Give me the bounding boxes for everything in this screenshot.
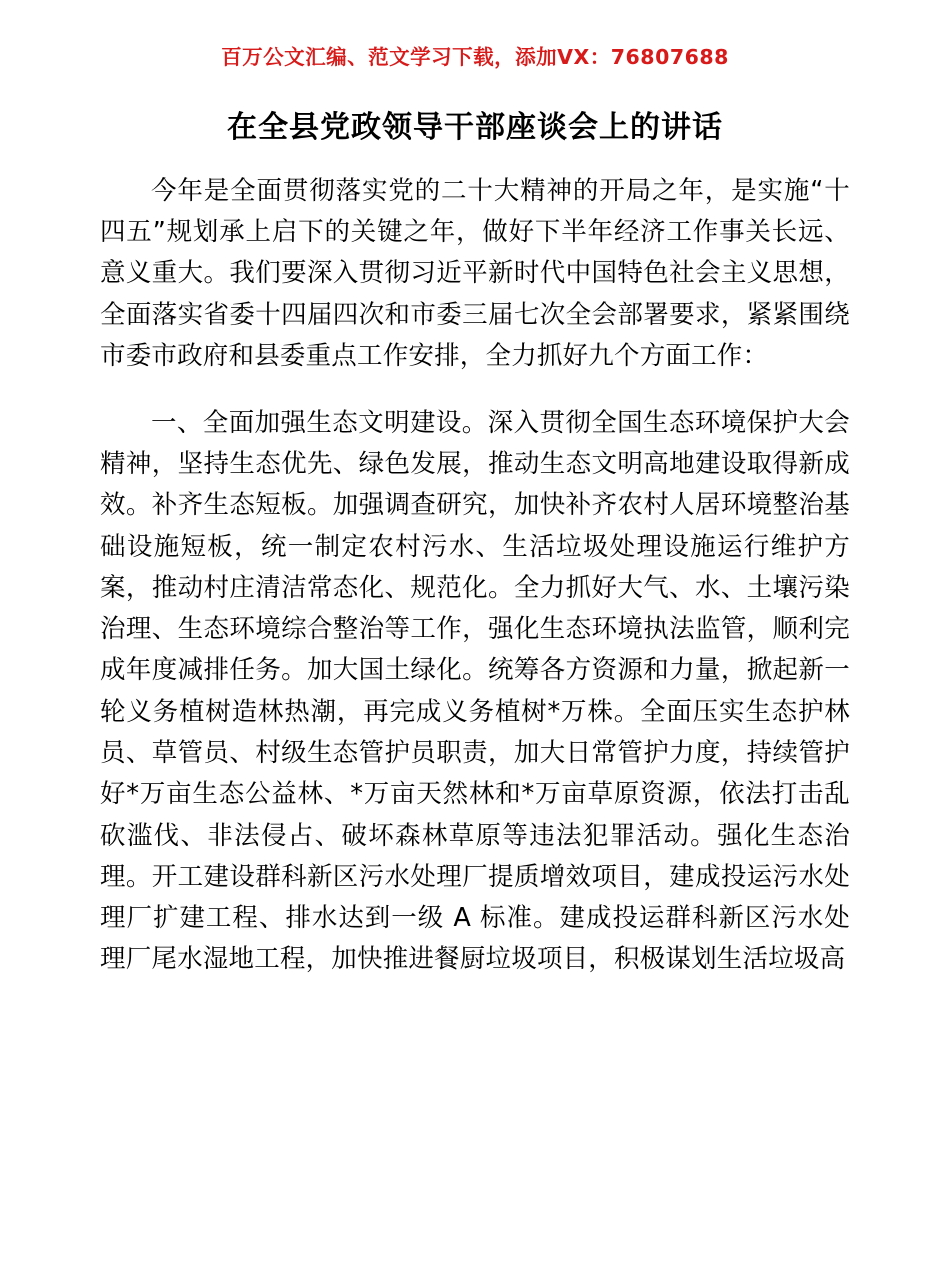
page-title: 在全县党政领导干部座谈会上的讲话 <box>227 109 723 145</box>
document-page <box>0 44 950 1274</box>
paragraph-section-one: 一、全面加强生态文明建设。深入贯彻全国生态环境保护大会精神，坚持生态优先、绿色发展，推动生态文明高地建设取得新成效。补齐生态短板。加强调查研究，加快补齐农村人居环境整治基础设施短板，统一制定农村污水、生活垃圾处理设施运行维护方案，推动村庄清洁常态化、规范化。全力抓好大气、水、土壤污染治理、生态环境综合整治等工作，强化生态环境执法监管，顺利完成年度减排任务。加大国土绿化。统筹各方资源和力量，掀起新一轮义务植树造林热潮，再完成义务植树*万株。全面压实生态护林员、草管员、村级生态管护员职责，加大日常管护力度，持续管护好*万亩生态公益林、*万亩天然林和*万亩草原资源，依法打击乱砍滥伐、非法侵占、破坏森林草原等违法犯罪活动。强化生态治理。开工建设群科新区污水处理厂提质增效项目，建成投运污水处理厂扩建工程、排水达到一级 A 标准。建成投运群科新区污水处理厂尾水湿地工程，加快推进餐厨垃圾项目，积极谋划生活垃圾高 <box>100 407 850 975</box>
paragraph-intro: 今年是全面贯彻落实党的二十大精神的开局之年，是实施“十四五”规划承上启下的关键之年，做好下半年经济工作事关长远、意义重大。我们要深入贯彻习近平新时代中国特色社会主义思想，全面落实省委十四届四次和市委三届七次全会部署要求，紧紧围绕市委市政府和县委重点工作安排，全力抓好九个方面工作： <box>100 175 850 371</box>
watermark-banner: 百万公文汇编、范文学习下载，添加VX：76807688 <box>221 45 729 69</box>
